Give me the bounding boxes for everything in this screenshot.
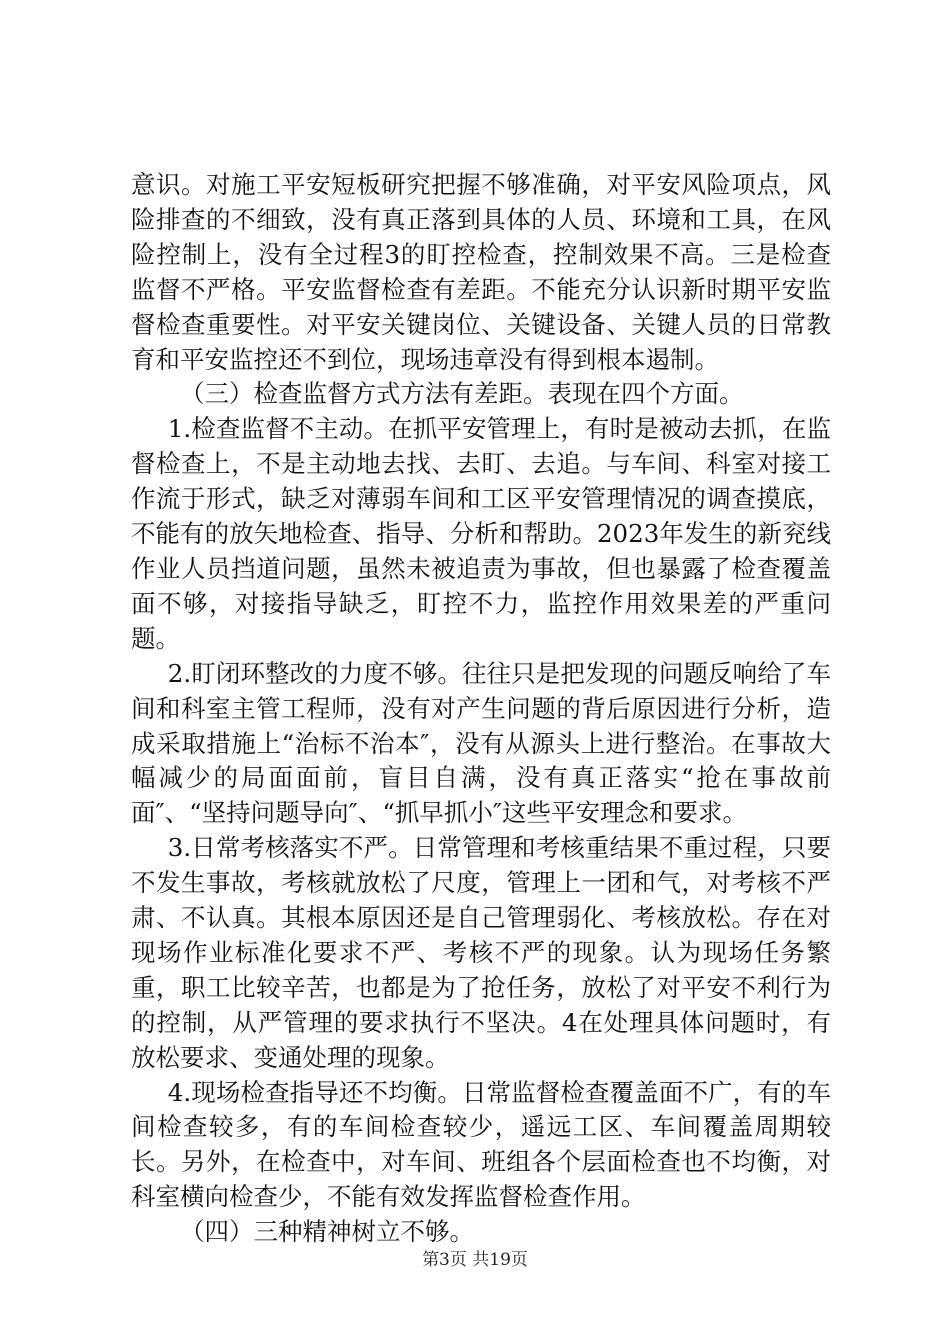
paragraph-item-3: 3.日常考核落实不严。日常管理和考核重结果不重过程，只要不发生事故，考核就放松了尺度，管理上一团和气，对考核不严肃、不认真。其根本原因还是自己管理弱化、考核放松。存在对现场作业标准化要求不严、考核不严的现象。认为现场任务繁重，职工比较辛苦，也都是为了抢任务，放松了对平安不利行为的控制，从严管理的要求执行不坚决。4在处理具体问题时，有放松要求、变通处理的现象。 xyxy=(131,833,831,1072)
section-heading-three-spirits: （四）三种精神树立不够。 xyxy=(180,1217,474,1247)
document-body xyxy=(131,168,831,1250)
section-heading-inspection-methods: （三）检查监督方式方法有差距。表现在四个方面。 xyxy=(180,379,744,409)
paragraph-item-4: 4.现场检查指导还不均衡。日常监督检查覆盖面不广，有的车间检查较多，有的车间检查较少，遥远工区、车间覆盖周期较长。另外，在检查中，对车间、班组各个层面检查也不均衡，对科室横向检查少，不能有效发挥监督检查作用。 xyxy=(131,1077,831,1212)
paragraph-item-2: 2.盯闭环整改的力度不够。往往只是把发现的问题反响给了车间和科室主管工程师，没有对产生问题的背后原因进行分析，造成采取措施上“治标不治本″，没有从源头上进行整治。在事故大幅减少的局面面前，盲目自满，没有真正落实“抢在事故前面″、“坚持问题导向″、“抓早抓小″这些平安理念和要求。 xyxy=(131,658,831,828)
page-number-footer: 第3页 共19页 xyxy=(422,1250,528,1270)
paragraph-item-1: 1.检查监督不主动。在抓平安管理上，有时是被动去抓，在监督检查上，不是主动地去找、去盯、去追。与车间、科室对接工作流于形式，缺乏对薄弱车间和工区平安管理情况的调查摸底，不能有的放矢地检查、指导、分析和帮助。2023年发生的新兖线作业人员挡道问题，虽然未被追责为事故，但也暴露了检查覆盖面不够，对接指导缺乏，盯控不力，监控作用效果差的严重问题。 xyxy=(131,414,831,653)
paragraph-risk-control: 意识。对施工平安短板研究把握不够准确，对平安风险项点，风险排查的不细致，没有真正落到具体的人员、环境和工具，在风险控制上，没有全过程3的盯控检查，控制效果不高。三是检查监督不严格。平安监督检查有差距。不能充分认识新时期平安监督检查重要性。对平安关键岗位、关键设备、关键人员的日常教育和平安监控还不到位，现场违章没有得到根本遏制。 xyxy=(131,170,831,374)
